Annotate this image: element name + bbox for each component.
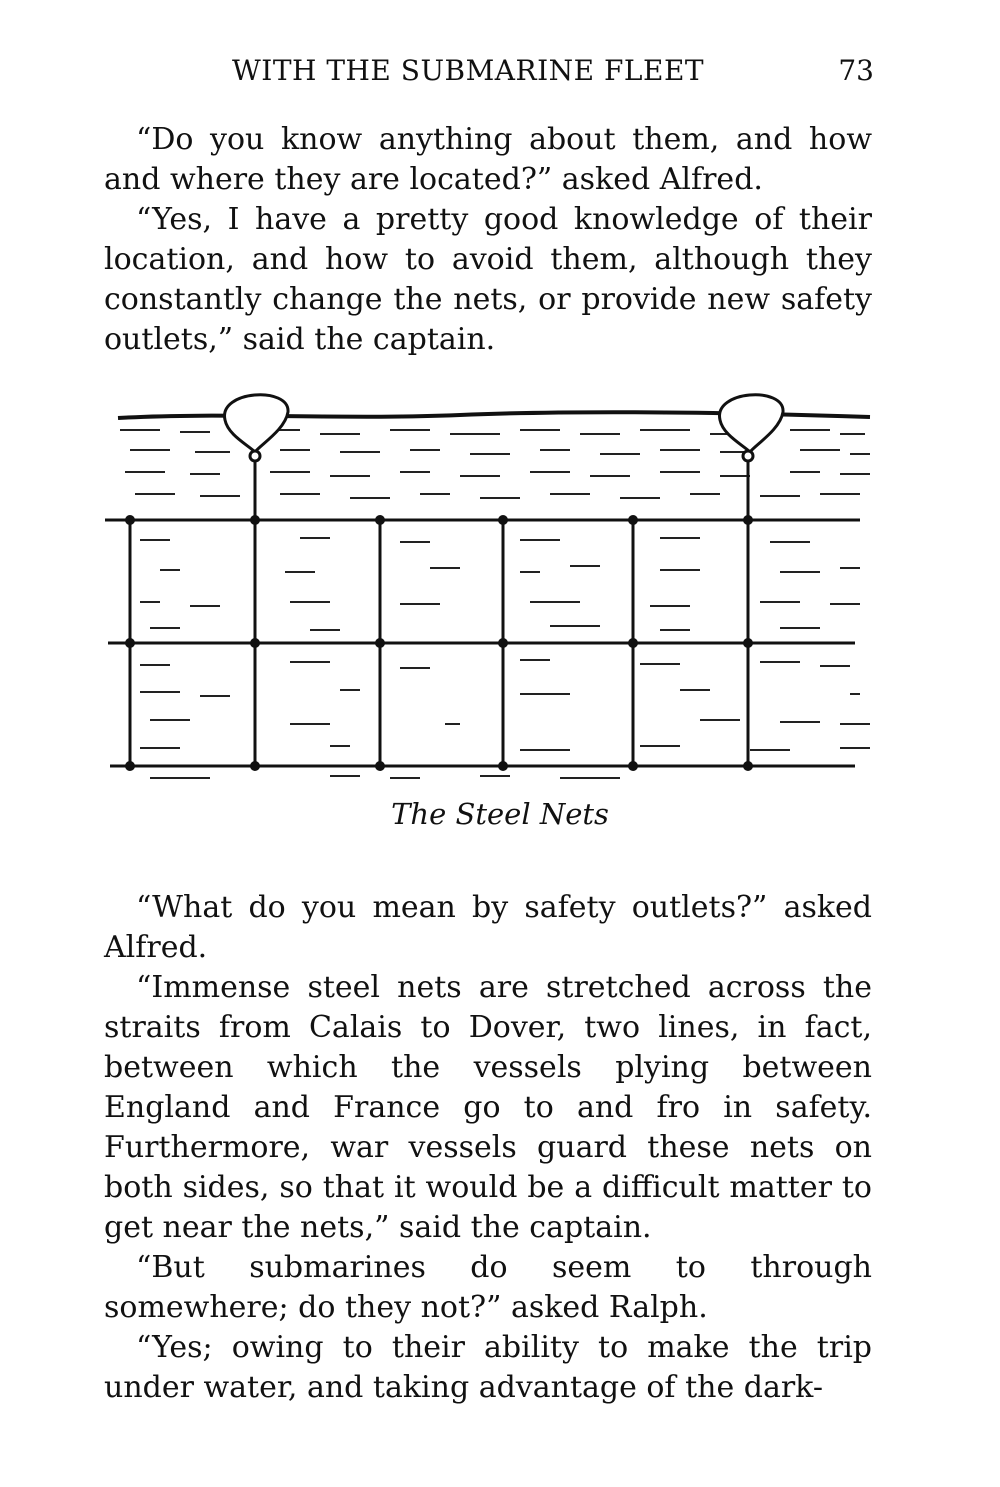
running-title: WITH THE SUBMARINE FLEET — [232, 54, 705, 87]
text-block-top — [104, 120, 872, 360]
paragraph: “Yes, I have a pretty good knowledge of their location, and how to avoid them, although they constantly change the nets, or provide new safety outlets,” said the captain. — [104, 202, 872, 357]
buoy-right-ring — [743, 451, 753, 461]
running-head — [104, 54, 874, 94]
paragraph: “Immense steel nets are stretched across the straits from Calais to Dover, two lines, in fact, between which the vessels plying between England and France go to and fro in safety. Furthermore, war vessels guard these nets on both sides, so that it would be a difficult matter to get near the nets,” said the captain. — [104, 970, 872, 1245]
buoys — [225, 395, 784, 461]
paragraph: “Yes; owing to their ability to make the trip under water, and taking advantage of the dark- — [104, 1330, 872, 1405]
buoy-left — [225, 395, 289, 452]
text-block-bottom — [104, 888, 872, 1408]
underwater-hatching — [140, 538, 870, 778]
page-number: 73 — [838, 54, 874, 87]
buoy-right — [720, 395, 784, 452]
steel-nets-drawing — [100, 390, 880, 790]
paragraph: “But submarines do seem to through somewhere; do they not?” asked Ralph. — [104, 1250, 872, 1325]
paragraph: “What do you mean by safety outlets?” asked Alfred. — [104, 890, 872, 965]
steel-nets-illustration — [100, 390, 880, 790]
paragraph: “Do you know anything about them, and how and where they are located?” asked Alfred. — [104, 122, 872, 197]
buoy-left-ring — [250, 451, 260, 461]
buoy-cables — [255, 460, 748, 520]
figure-caption: The Steel Nets — [391, 797, 609, 831]
